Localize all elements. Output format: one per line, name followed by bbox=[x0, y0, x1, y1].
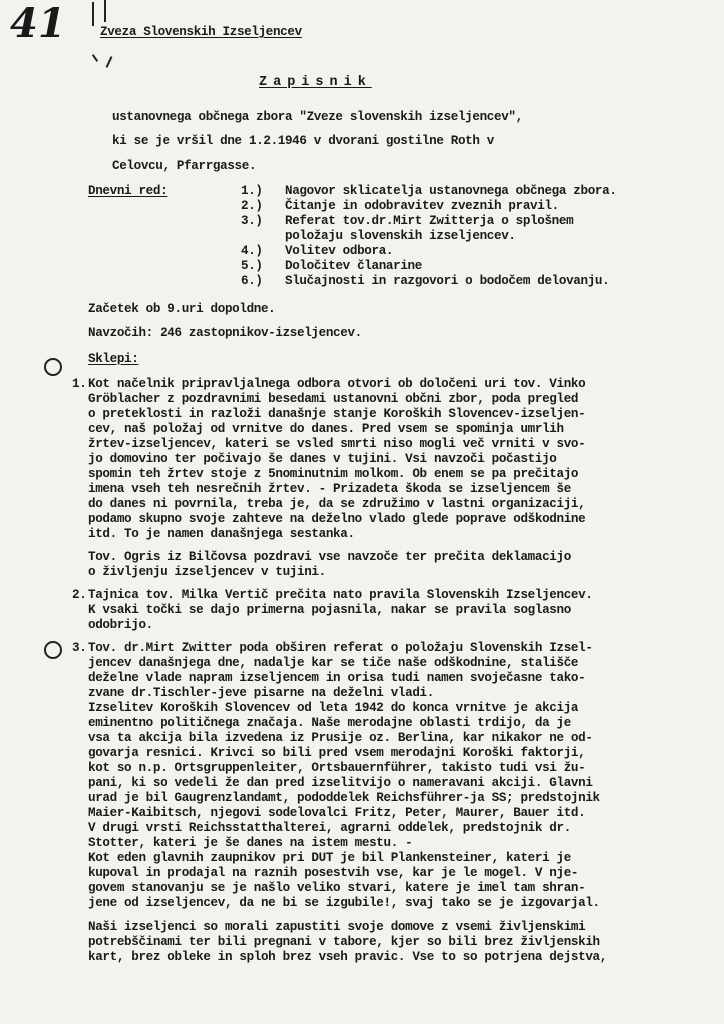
section-line: potrebščinami ter bili pregnani v tabore, kjer so bili brez življenskih bbox=[88, 935, 600, 949]
section-line: kupoval in prodajal na raznih posestvih vse, kar je le mogel. V nje- bbox=[88, 866, 579, 880]
agenda-item-number: 6.) bbox=[241, 274, 263, 288]
section-line: govem stanovanju se je našlo veliko stvari, katere je imel tam shran- bbox=[88, 881, 586, 895]
intro-line: Celovcu, Pfarrgasse. bbox=[112, 159, 257, 173]
section-line: kart, brez obleke in sploh brez vseh pravic. Vse to so potrjena dejstva, bbox=[88, 950, 607, 964]
agenda-item-text: položaju slovenskih izseljencev. bbox=[285, 229, 516, 243]
agenda-item-number: 3.) bbox=[241, 214, 263, 228]
document-title: Zapisnik bbox=[259, 75, 372, 90]
section-line: cev, naš položaj od vrnitve do danes. Pred vsem se spominja umrlih bbox=[88, 422, 564, 436]
section-line: Tov. dr.Mirt Zwitter poda obširen referat o položaju Slovenskih Izsel- bbox=[88, 641, 593, 655]
punch-hole-icon bbox=[44, 358, 62, 376]
section-line: odobrijo. bbox=[88, 618, 153, 632]
section-line: žrtev-izseljencev, kateri se vsled smrti niso mogli več vrniti v svo- bbox=[88, 437, 586, 451]
section-line: deželne vlade napram izseljencem in orisa tudi namen svoječasne tako- bbox=[88, 671, 586, 685]
margin-mark bbox=[104, 0, 106, 22]
section-line: itd. To je namen današnjega sestanka. bbox=[88, 527, 355, 541]
section-line: jene od izseljencev, da ne bi se izgubile!, svaj tako se je izgovarjal. bbox=[88, 896, 600, 910]
section-line: jo domovino ter počivajo še danes v tujini. Vsi navzoči počastijo bbox=[88, 452, 557, 466]
section-line: Kot eden glavnih zaupnikov pri DUT je bil Plankensteiner, kateri je bbox=[88, 851, 571, 865]
section-line: spomin teh žrtev stoje z 5nominutnim molkom. Ob enem se pa prečitajo bbox=[88, 467, 579, 481]
section-line: kot so n.p. Ortsgruppenleiter, Ortsbauernführer, takisto tudi vsi žu- bbox=[88, 761, 586, 775]
margin-mark bbox=[106, 56, 113, 68]
agenda-label: Dnevni red: bbox=[88, 184, 168, 198]
section-line: Izselitev Koroških Slovencev od leta 1942 do konca vrnitve je akcija bbox=[88, 701, 579, 715]
section-line: V drugi vrsti Reichsstatthalterei, agrarni oddelek, predstojnik dr. bbox=[88, 821, 571, 835]
section-line: K vsaki točki se dajo primerna pojasnila, nakar se pravila soglasno bbox=[88, 603, 571, 617]
organization-header: Zveza Slovenskih Izseljencev bbox=[100, 25, 302, 39]
section-line: urad je bil Gaugrenzlandamt, pododdelek Reichsführer-ja SS; predstojnik bbox=[88, 791, 600, 805]
section-number: 1. bbox=[72, 377, 87, 391]
agenda-item-number: 4.) bbox=[241, 244, 263, 258]
handwritten-number: 41 bbox=[10, 0, 66, 47]
agenda-item-number: 1.) bbox=[241, 184, 263, 198]
agenda-item-text: Volitev odbora. bbox=[285, 244, 394, 258]
section-number: 2. bbox=[72, 588, 87, 602]
section-line: podamo skupno svoje zahteve na deželno vlado glede poprave odškodnine bbox=[88, 512, 586, 526]
intro-line: ki se je vršil dne 1.2.1946 v dvorani gostilne Roth v bbox=[112, 134, 494, 148]
section-line: Tajnica tov. Milka Vertič prečita nato pravila Slovenskih Izseljencev. bbox=[88, 588, 593, 602]
agenda-item-text: Referat tov.dr.Mirt Zwitterja o splošnem bbox=[285, 214, 574, 228]
section-line: Stotter, kateri je še danes na istem mestu. - bbox=[88, 836, 413, 850]
section-line: Maier-Kaibitsch, njegovi sodelovalci Fritz, Peter, Maurer, Bauer itd. bbox=[88, 806, 586, 820]
section-line: Naši izseljenci so morali zapustiti svoje domove z vsemi življenskimi bbox=[88, 920, 586, 934]
section-line: o preteklosti in razloži današnje stanje Koroških Slovencev-izseljen- bbox=[88, 407, 586, 421]
section-line: Kot načelnik pripravljalnega odbora otvori ob določeni uri tov. Vinko bbox=[88, 377, 586, 391]
section-line: eminentno političnega značaja. Naše merodajne oblasti trdijo, da je bbox=[88, 716, 571, 730]
margin-mark bbox=[92, 2, 94, 26]
agenda-item-text: Določitev članarine bbox=[285, 259, 422, 273]
section-line: zvane dr.Tischler-jeve pisarne na deželni vladi. bbox=[88, 686, 434, 700]
section-line: o življenju izseljencev v tujini. bbox=[88, 565, 326, 579]
section-line: do danes ni povrnila, treba je, da se združimo v lastni organizaciji, bbox=[88, 497, 586, 511]
agenda-item-number: 5.) bbox=[241, 259, 263, 273]
section-line: pani, ki so vedeli že dan pred izselitvijo o nameravani akciji. Glavni bbox=[88, 776, 593, 790]
agenda-item-text: Slučajnosti in razgovori o bodočem delovanju. bbox=[285, 274, 610, 288]
section-line: Gröblacher z pozdravnimi besedami ustanovni občni zbor, poda pregled bbox=[88, 392, 579, 406]
section-line: imena vseh teh nesrečnih žrtev. - Prizadeta škoda se izseljencem še bbox=[88, 482, 571, 496]
attendance: Navzočih: 246 zastopnikov-izseljencev. bbox=[88, 326, 362, 340]
agenda-item-text: Nagovor sklicatelja ustanovnega občnega zbora. bbox=[285, 184, 617, 198]
agenda-item-text: Čitanje in odobravitev zveznih pravil. bbox=[285, 199, 559, 213]
section-line: govarja resnici. Krivci so bili pred vsem merodajni Koroški faktorji, bbox=[88, 746, 586, 760]
section-line: jencev današnjega dne, nadalje kar se tiče naše odškodnine, stališče bbox=[88, 656, 579, 670]
decisions-label: Sklepi: bbox=[88, 352, 139, 366]
intro-line: ustanovnega občnega zbora "Zveze slovenskih izseljencev", bbox=[112, 110, 523, 124]
section-line: Tov. Ogris iz Bilčovsa pozdravi vse navzoče ter prečita deklamacijo bbox=[88, 550, 571, 564]
agenda-item-number: 2.) bbox=[241, 199, 263, 213]
margin-mark bbox=[92, 54, 98, 62]
section-line: vsa ta akcija bila izvedena iz Prusije oz. Berlina, kar nikakor ne od- bbox=[88, 731, 593, 745]
punch-hole-icon bbox=[44, 641, 62, 659]
section-number: 3. bbox=[72, 641, 87, 655]
start-time: Začetek ob 9.uri dopoldne. bbox=[88, 302, 276, 316]
